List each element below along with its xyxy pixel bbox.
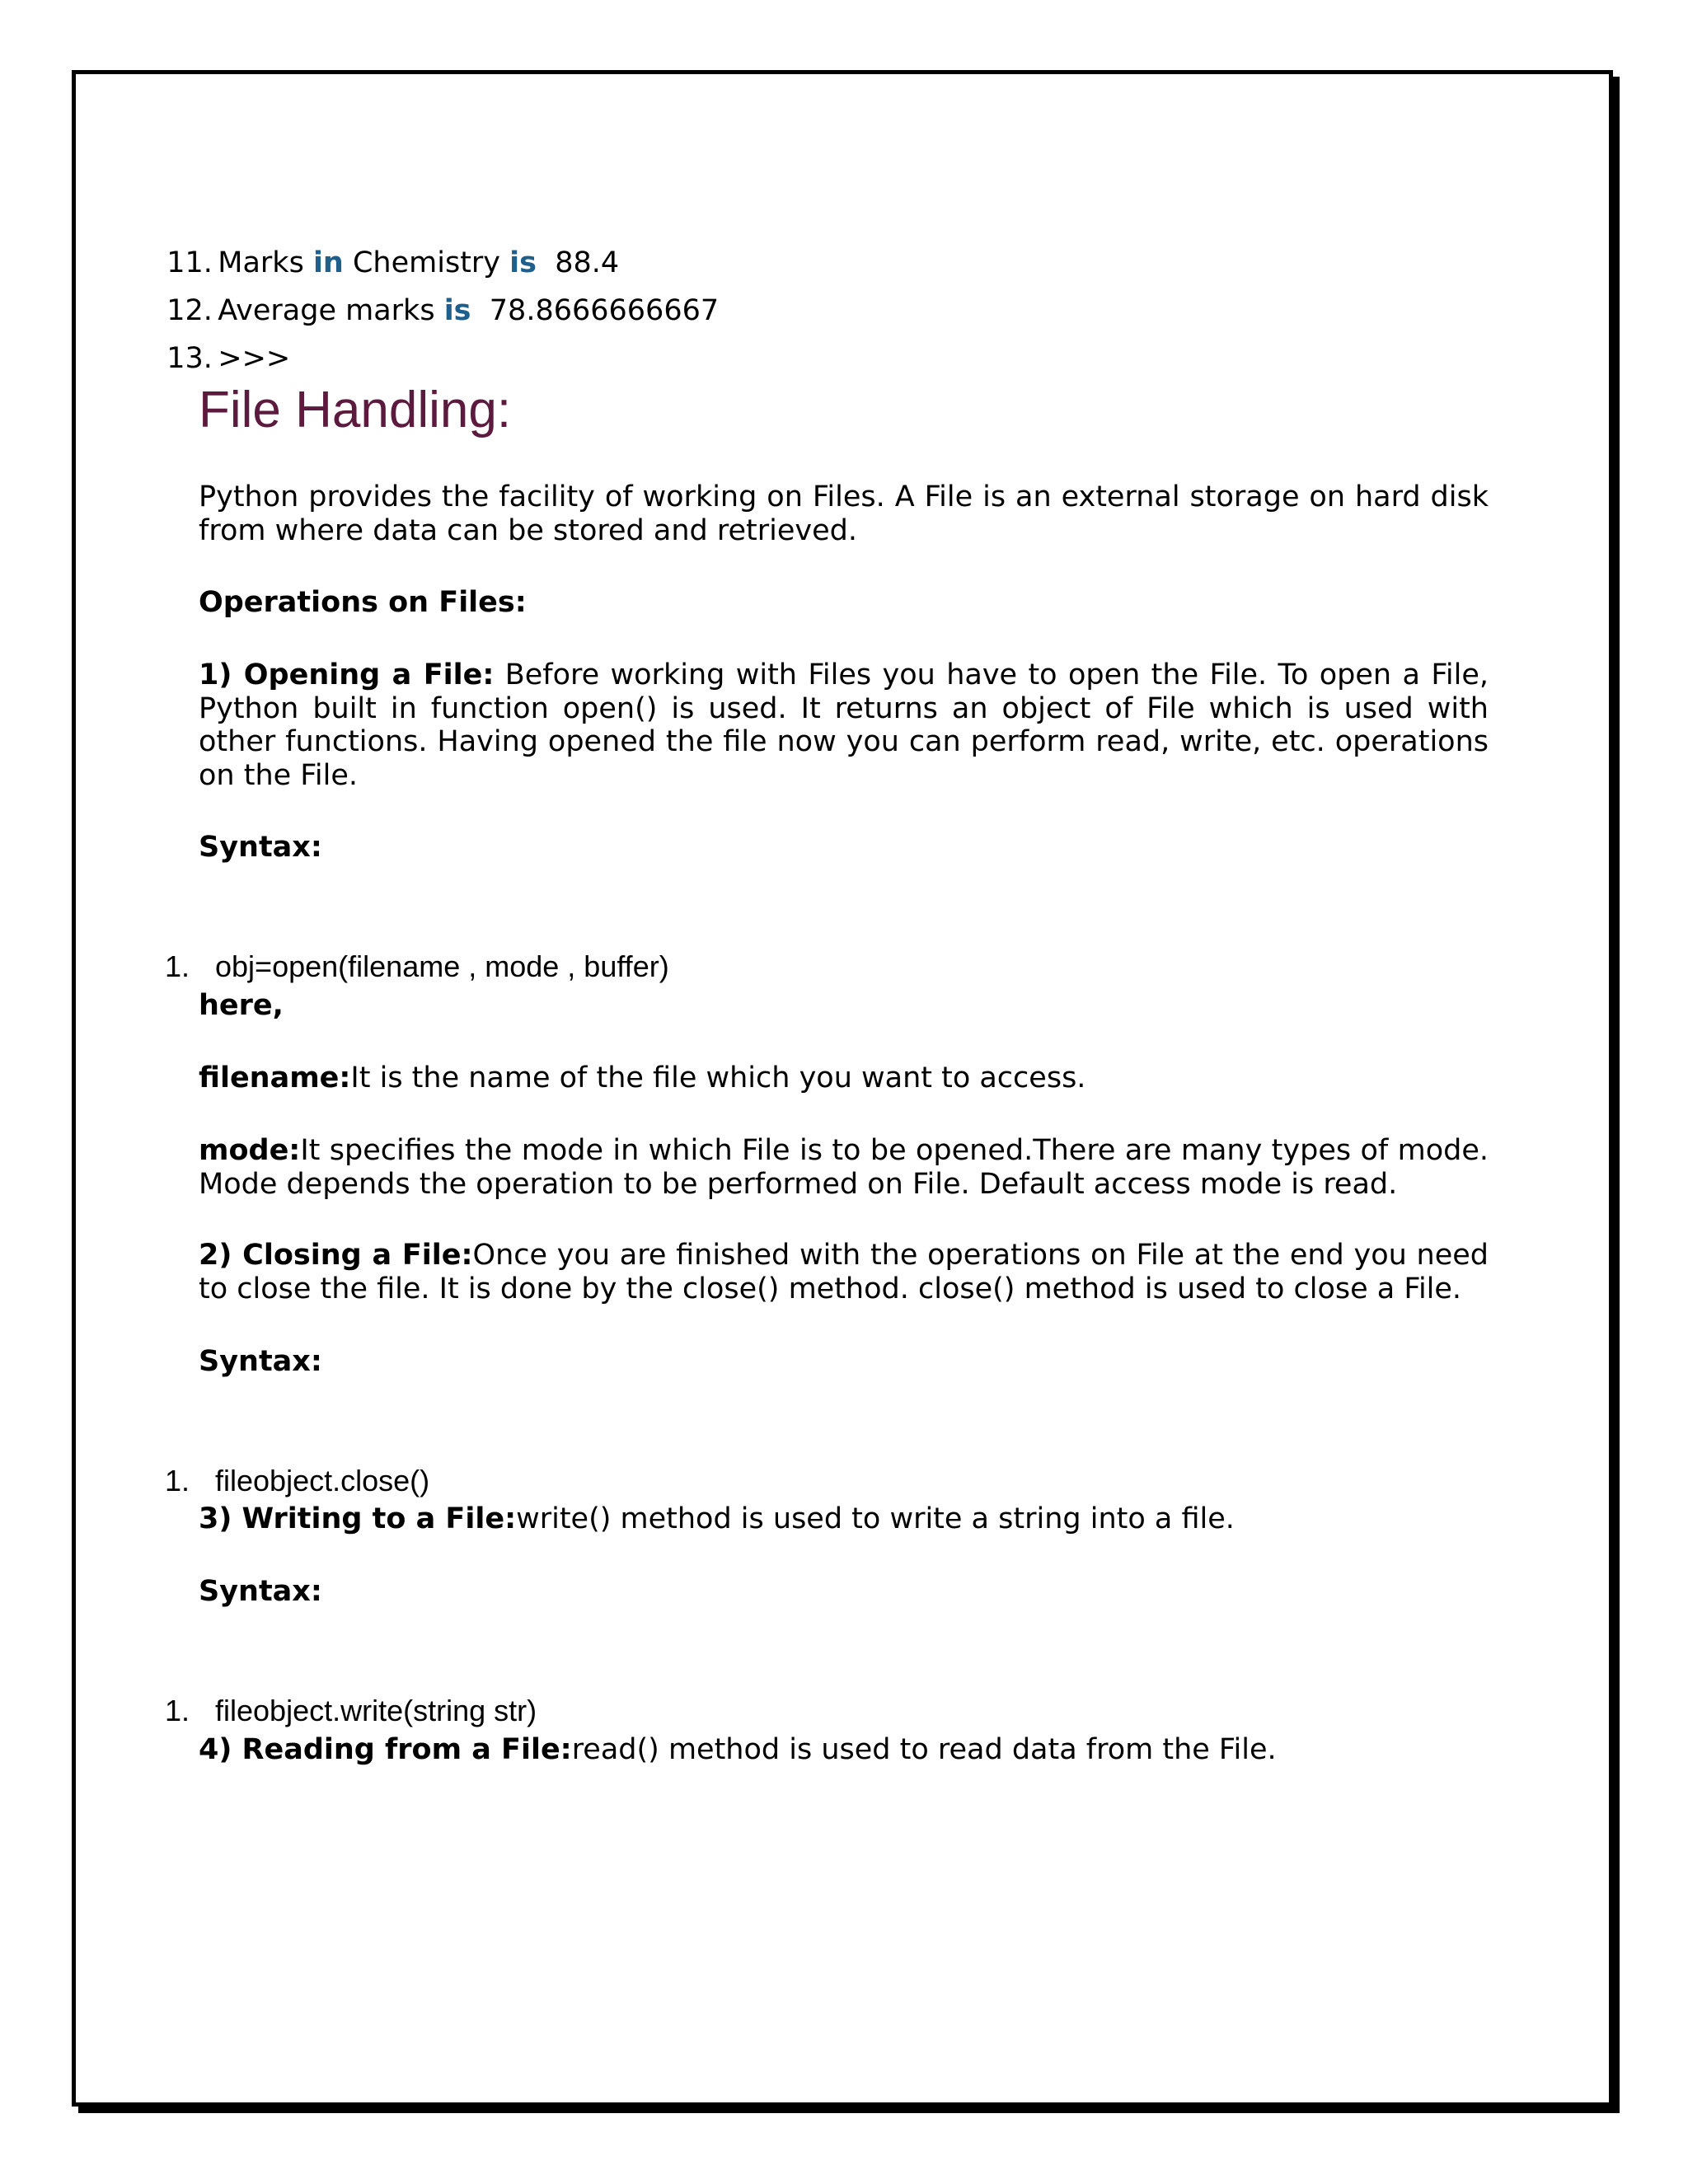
list-number: 1. [165, 1464, 190, 1497]
code-text: Average marks [218, 294, 444, 327]
here-label: here, [199, 989, 284, 1022]
syntax-code: fileobject.close() [215, 1464, 430, 1497]
code-text: 78.8666666667 [471, 294, 720, 327]
filename-term: filename: [199, 1062, 351, 1094]
section-title: File Handling: [199, 382, 512, 438]
mode-paragraph [199, 1134, 1489, 1201]
reading-title: 4) Reading from a File: [199, 1733, 572, 1766]
syntax-code-line [148, 1661, 537, 1727]
syntax-code: obj=open(filename , mode , buffer) [215, 949, 669, 983]
code-keyword: is [443, 294, 471, 327]
writing-text: write() method is used to write a string into a file. [516, 1502, 1235, 1535]
syntax-code-line [148, 917, 669, 983]
closing-title: 2) Closing a File: [199, 1239, 473, 1272]
operations-heading: Operations on Files: [199, 586, 527, 619]
code-keyword: in [312, 246, 344, 279]
line-number: 13. [166, 342, 213, 375]
filename-paragraph [199, 1062, 1489, 1095]
mode-term: mode: [199, 1134, 301, 1167]
syntax-code-line [148, 1432, 429, 1497]
code-text: 88.4 [537, 246, 620, 279]
closing-paragraph [199, 1239, 1489, 1305]
code-text: Chemistry [343, 246, 510, 279]
mode-desc: It specifies the mode in which File is to be opened.There are many types of mode. Mode depends the operation to be performed on File. Default access mode is read. [199, 1134, 1489, 1201]
opening-title: 1) Opening a File: [199, 658, 495, 691]
syntax-label: Syntax: [199, 831, 322, 864]
syntax-label: Syntax: [199, 1575, 322, 1608]
closing-text: Once you are finished with the operations on File at the end you need to close the file. It is done by the close() method. close() method is used to close a File. [199, 1239, 1489, 1305]
opening-paragraph [199, 658, 1489, 792]
writing-title: 3) Writing to a File: [199, 1502, 517, 1535]
opening-text: Before working with Files you have to open the File. To open a File, Python built in function open() is used. It returns an object of File which is used with other functions. Having opened the file now you can perform read, write, etc. operations on the File. [199, 658, 1489, 792]
reading-text: read() method is used to read data from the File. [571, 1733, 1277, 1766]
syntax-label: Syntax: [199, 1345, 322, 1378]
code-text: >>> [218, 342, 291, 375]
list-number: 1. [165, 1694, 190, 1727]
list-number: 1. [165, 949, 190, 983]
reading-paragraph [199, 1733, 1489, 1767]
code-text: Marks [218, 246, 313, 279]
syntax-code: fileobject.write(string str) [215, 1694, 537, 1727]
line-number: 12. [166, 294, 213, 327]
code-keyword: is [509, 246, 537, 279]
code-output-line [148, 309, 290, 375]
intro-paragraph: Python provides the facility of working on Files. A File is an external storage on hard disk from where data can be stored and retrieved. [199, 480, 1489, 547]
line-number: 11. [166, 246, 213, 279]
filename-desc: It is the name of the file which you want to access. [350, 1062, 1086, 1094]
writing-paragraph [199, 1502, 1489, 1536]
